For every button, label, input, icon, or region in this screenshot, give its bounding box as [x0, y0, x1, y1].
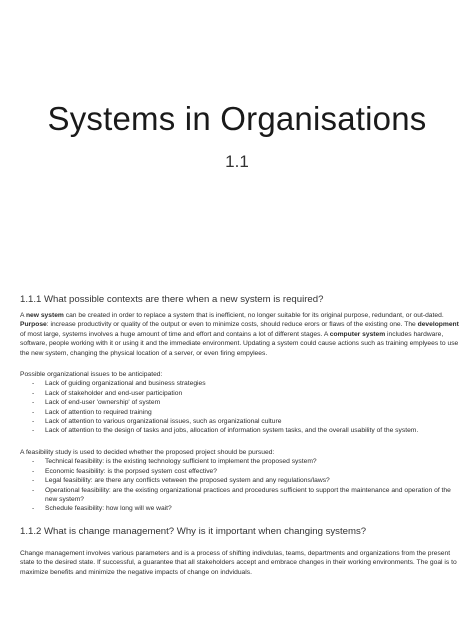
section-heading-1-1-2: 1.1.2 What is change management? Why is it important when changing systems?	[20, 525, 367, 537]
issues-list	[20, 379, 460, 435]
page-title: Systems in Organisations	[47, 100, 427, 137]
list-item: - Operational feasibility: are the existing organizational practices and procedures sufficient to support the maintenance and operation of the new system?	[20, 486, 460, 505]
new-system-paragraph	[20, 311, 460, 358]
bold-term-new-system: new system	[25, 312, 64, 319]
issues-intro: Possible organizational issues to be anticipated:	[20, 371, 163, 379]
text-run: includes hardware, software, people working with it or using it and the immediate environment. Updating a system could cause actions such as training emplyees to use the new system, changing the physical location of a server, or even firing empylees.	[20, 330, 459, 357]
list-item: - Legal feasibility: are there any conflicts vetween the proposed system and any regulations/laws?	[20, 476, 460, 485]
list-item: - Technical feasibility: is the existing technology sufficient to implement the proposed system?	[20, 457, 460, 466]
bold-term-computer-system: computer system	[329, 330, 386, 338]
list-item: - Lack of attention to required training	[20, 408, 460, 417]
bold-term-purpose: Purpose	[20, 321, 47, 329]
feasibility-list	[20, 457, 460, 513]
section-heading-1-1-1: 1.1.1 What possible contexts are there when a new system is required?	[20, 294, 324, 305]
list-item: - Lack of end-user 'ownership' of system	[20, 398, 460, 407]
list-item: - Lack of stakeholder and end-user participation	[20, 389, 460, 398]
list-item: - Lack of attention to various organizational issues, such as organizational culture	[20, 417, 460, 426]
text-run: can be created in order to replace a system that is inefficient, no longer suitable for its original purpose, redundant, or out-dated.	[63, 312, 444, 319]
change-management-paragraph: Change management involves various parameters and is a process of shifting indivdulas, teams, departments and organizations from the present state to the desired state. If successful, a guarantee that all stakeholders accept and embrace changes in their working environments. The goal is to maximize benefits and minimize the negative impacts of change on indviduals.	[20, 549, 457, 576]
bold-term-development: development	[417, 321, 459, 329]
list-item: - Economic feasibility: is the porpsed system cost effective?	[20, 467, 460, 476]
list-item: - Schedule feasibility: how long will we wait?	[20, 504, 460, 513]
list-item: - Lack of attention to the design of tasks and jobs, allocation of information system tasks, and the overall usability of the system.	[20, 426, 460, 435]
text-run: of most large, systems involves a huge amount of time and effort and contains a lot of different stages. A	[20, 330, 330, 338]
text-run: : increase productivity or quality of the output or even to minimize costs, should reduce erors or flaws of the existing one. The	[46, 321, 418, 329]
text-run: A	[20, 312, 26, 319]
feasibility-intro: A feasibility study is used to decided whether the proposed project should be pursued:	[20, 448, 275, 456]
page-subtitle: 1.1	[225, 152, 249, 171]
document-body	[20, 294, 460, 583]
list-item: - Lack of guiding organizational and business strategies	[20, 379, 460, 388]
